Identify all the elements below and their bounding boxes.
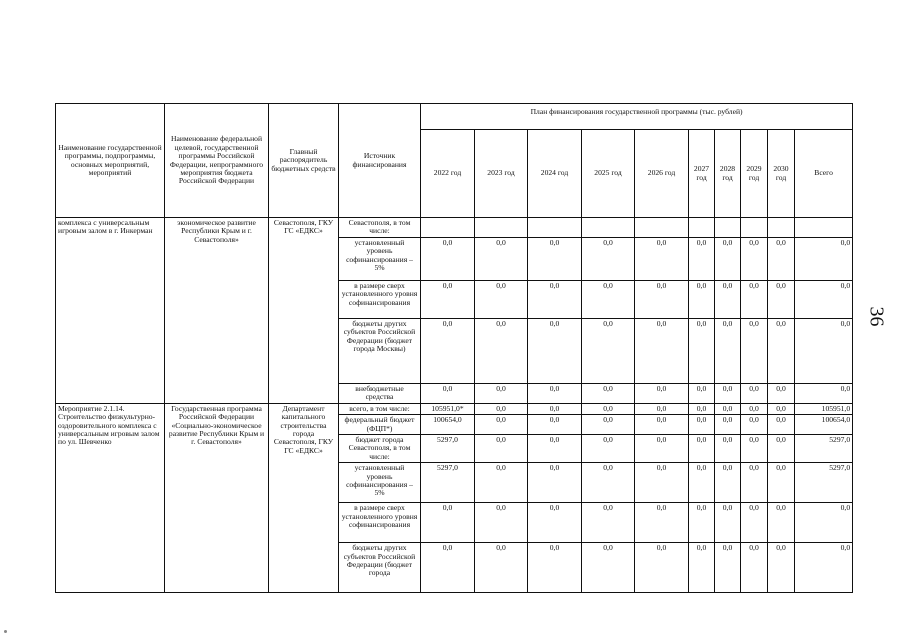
cell-value: 0,0: [715, 403, 741, 414]
cell-value: 0,0: [741, 238, 768, 281]
cell-funding-source: Севастополя, в том числе:: [339, 218, 421, 238]
cell-value: [795, 218, 853, 238]
cell-funding-source: всего, в том числе:: [339, 403, 421, 414]
cell-value: 0,0: [528, 238, 582, 281]
header-year: 2022 год: [421, 130, 475, 218]
cell-value: 0,0: [528, 415, 582, 435]
header-year: Всего: [795, 130, 853, 218]
header-year: 2023 год: [475, 130, 528, 218]
cell-funding-source: внебюджетные средства: [339, 384, 421, 404]
cell-value: 0,0: [475, 435, 528, 463]
cell-value: 0,0: [715, 543, 741, 593]
cell-value: 0,0: [582, 319, 635, 384]
cell-value: 0,0: [715, 384, 741, 404]
cell-value: 0,0: [715, 503, 741, 543]
cell-value: 0,0: [421, 503, 475, 543]
cell-value: 0,0: [582, 238, 635, 281]
cell-value: 0,0: [768, 403, 795, 414]
cell-value: 0,0: [528, 281, 582, 319]
cell-funding-source: федеральный бюджет (ФЦП*): [339, 415, 421, 435]
cell-value: 0,0: [715, 319, 741, 384]
cell-value: [635, 218, 689, 238]
header-plan-title: План финансирования государственной программы (тыс. рублей): [421, 104, 853, 130]
cell-value: 0,0: [475, 238, 528, 281]
cell-value: 0,0: [689, 463, 715, 503]
cell-value: [475, 218, 528, 238]
cell-value: 0,0: [689, 543, 715, 593]
cell-funding-source: бюджеты других субъектов Российской Федерации (бюджет города: [339, 543, 421, 593]
cell-value: 0,0: [635, 435, 689, 463]
cell-value: 0,0: [421, 543, 475, 593]
cell-value: 0,0: [768, 463, 795, 503]
page-number: 36: [865, 306, 888, 327]
cell-value: 105951,0: [795, 403, 853, 414]
cell-value: 0,0: [741, 281, 768, 319]
table-row: [56, 218, 853, 238]
cell-value: 0,0: [741, 403, 768, 414]
cell-value: 0,0: [582, 435, 635, 463]
cell-target-program: Государственная программа Российской Федерации «Социально-экономическое развитие Республики Крым и г. Севастополя»: [165, 403, 269, 592]
cell-value: 0,0: [582, 463, 635, 503]
header-program-name: Наименование государственной программы, подпрограммы, основных мероприятий, мероприятий: [56, 104, 165, 218]
cell-value: 0,0: [635, 543, 689, 593]
cell-value: 5297,0: [421, 463, 475, 503]
cell-value: 0,0: [582, 384, 635, 404]
cell-value: 0,0: [768, 319, 795, 384]
cell-value: 0,0: [528, 403, 582, 414]
cell-funding-source: установленный уровень софинансирования – 5%: [339, 238, 421, 281]
cell-value: 0,0: [689, 403, 715, 414]
cell-value: 0,0: [795, 543, 853, 593]
cell-value: [421, 218, 475, 238]
cell-value: 5297,0: [421, 435, 475, 463]
cell-value: 0,0: [635, 415, 689, 435]
header-funding-source: Источник финансирования: [339, 104, 421, 218]
cell-value: 0,0: [768, 503, 795, 543]
cell-value: [741, 218, 768, 238]
cell-value: 0,0: [715, 415, 741, 435]
cell-value: 0,0: [582, 415, 635, 435]
cell-value: 0,0: [715, 281, 741, 319]
cell-program-name: Мероприятие 2.1.14. Строительство физкультурно-оздоровительного комплекса с универсальным игровым залом по ул. Шевченко: [56, 403, 165, 592]
cell-value: 0,0: [475, 319, 528, 384]
cell-value: 105951,0*: [421, 403, 475, 414]
cell-value: 0,0: [475, 403, 528, 414]
cell-value: 0,0: [795, 281, 853, 319]
cell-value: 0,0: [768, 384, 795, 404]
cell-value: 0,0: [795, 238, 853, 281]
scan-dot: [4, 630, 7, 633]
cell-program-name: комплекса с универсальным игровым залом в г. Инкерман: [56, 218, 165, 404]
cell-value: 0,0: [475, 503, 528, 543]
cell-value: 0,0: [689, 238, 715, 281]
cell-value: 0,0: [475, 543, 528, 593]
cell-value: 0,0: [528, 384, 582, 404]
cell-value: 0,0: [421, 319, 475, 384]
cell-value: [715, 218, 741, 238]
cell-value: 0,0: [768, 435, 795, 463]
cell-budget-admin: Департамент капитального строительства города Севастополя, ГКУ ГС «ЕДКС»: [269, 403, 339, 592]
cell-value: 0,0: [635, 319, 689, 384]
cell-value: 0,0: [635, 281, 689, 319]
header-target-program: Наименование федеральной целевой, государственной программы Российской Федерации, непрограммного мероприятия бюджета Российской Федерации: [165, 104, 269, 218]
header-budget-admin: Главный распорядитель бюджетных средств: [269, 104, 339, 218]
header-year: 2027 год: [689, 130, 715, 218]
header-year: 2028 год: [715, 130, 741, 218]
cell-value: 0,0: [715, 435, 741, 463]
cell-value: 0,0: [528, 543, 582, 593]
cell-value: 0,0: [795, 503, 853, 543]
cell-value: 0,0: [528, 435, 582, 463]
cell-value: [582, 218, 635, 238]
cell-value: 0,0: [635, 403, 689, 414]
cell-value: 0,0: [795, 319, 853, 384]
cell-value: 0,0: [768, 281, 795, 319]
cell-value: 100654,0: [795, 415, 853, 435]
cell-value: 0,0: [741, 319, 768, 384]
cell-value: [768, 218, 795, 238]
header-year: 2026 год: [635, 130, 689, 218]
cell-value: 0,0: [741, 463, 768, 503]
cell-value: 0,0: [741, 435, 768, 463]
cell-value: 0,0: [768, 415, 795, 435]
cell-value: 5297,0: [795, 435, 853, 463]
table-header: [56, 104, 853, 218]
financing-table: [55, 103, 853, 593]
header-year: 2024 год: [528, 130, 582, 218]
cell-value: 0,0: [741, 503, 768, 543]
cell-value: 0,0: [528, 319, 582, 384]
cell-value: 0,0: [741, 384, 768, 404]
cell-value: 0,0: [528, 503, 582, 543]
cell-value: 0,0: [635, 238, 689, 281]
cell-funding-source: в размере сверх установленного уровня софинансирования: [339, 281, 421, 319]
cell-value: [528, 218, 582, 238]
cell-value: 0,0: [475, 463, 528, 503]
cell-value: 0,0: [421, 238, 475, 281]
cell-value: 0,0: [768, 238, 795, 281]
cell-value: 0,0: [715, 463, 741, 503]
cell-value: 0,0: [475, 415, 528, 435]
cell-value: 0,0: [689, 281, 715, 319]
cell-value: 0,0: [582, 403, 635, 414]
cell-funding-source: в размере сверх установленного уровня софинансирования: [339, 503, 421, 543]
cell-value: 5297,0: [795, 463, 853, 503]
header-year: 2030 год: [768, 130, 795, 218]
cell-value: 0,0: [689, 503, 715, 543]
cell-value: 0,0: [635, 463, 689, 503]
cell-value: 0,0: [475, 281, 528, 319]
cell-value: 0,0: [421, 384, 475, 404]
cell-value: 0,0: [689, 319, 715, 384]
cell-value: 0,0: [768, 543, 795, 593]
header-year: 2025 год: [582, 130, 635, 218]
cell-funding-source: бюджет города Севастополя, в том числе:: [339, 435, 421, 463]
cell-budget-admin: Севастополя, ГКУ ГС «ЕДКС»: [269, 218, 339, 404]
cell-value: 100654,0: [421, 415, 475, 435]
header-year: 2029 год: [741, 130, 768, 218]
cell-value: 0,0: [635, 503, 689, 543]
table-body: [56, 218, 853, 593]
cell-value: 0,0: [741, 415, 768, 435]
cell-funding-source: бюджеты других субъектов Российской Федерации (бюджет города Москвы): [339, 319, 421, 384]
cell-value: 0,0: [689, 415, 715, 435]
cell-value: 0,0: [582, 503, 635, 543]
cell-value: 0,0: [715, 238, 741, 281]
cell-value: 0,0: [421, 281, 475, 319]
cell-value: 0,0: [741, 543, 768, 593]
cell-target-program: экономическое развитие Республики Крым и г. Севастополя»: [165, 218, 269, 404]
cell-value: 0,0: [582, 543, 635, 593]
cell-value: 0,0: [635, 384, 689, 404]
cell-value: 0,0: [795, 384, 853, 404]
cell-value: 0,0: [582, 281, 635, 319]
cell-funding-source: установленный уровень софинансирования – 5%: [339, 463, 421, 503]
cell-value: 0,0: [528, 463, 582, 503]
cell-value: [689, 218, 715, 238]
cell-value: 0,0: [689, 384, 715, 404]
cell-value: 0,0: [689, 435, 715, 463]
cell-value: 0,0: [475, 384, 528, 404]
table-row: [56, 403, 853, 414]
